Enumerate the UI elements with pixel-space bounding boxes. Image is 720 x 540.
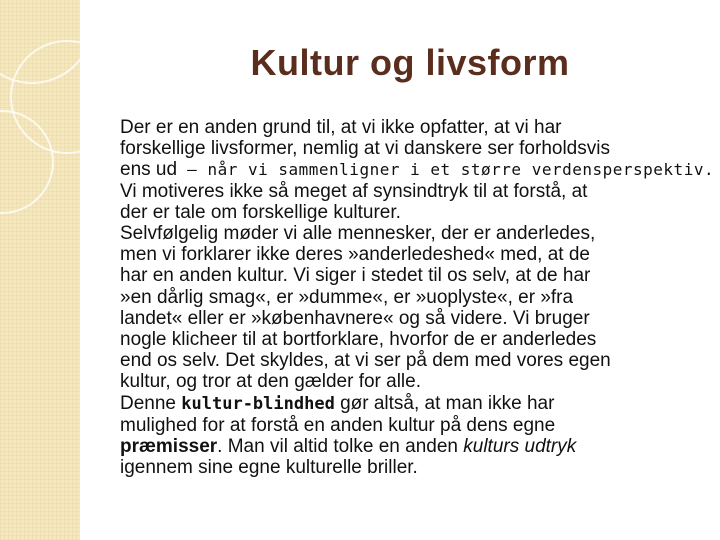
italic-phrase: kulturs udtryk (463, 436, 577, 458)
text-line: Vi motiveres ikke så meget af synsindtryk til at forstå, at (120, 180, 588, 202)
paragraph-1 (120, 117, 720, 223)
text-line: Der er en anden grund til, at vi ikke opfatter, at vi har (120, 117, 562, 138)
text-line: kultur, og tror at den gælder for alle. (120, 371, 421, 393)
text-line: mulighed for at forstå en anden kultur på dens egne (120, 414, 556, 436)
text-line: igennem sine egne kulturelle briller. (120, 457, 418, 479)
keyword-kultur-blindhed: kultur-blindhed (181, 393, 335, 414)
text-line: landet« eller er »københavnere« og så videre. Vi bruger (120, 307, 590, 329)
slide-title: Kultur og livsform (250, 42, 570, 83)
paragraph-2 (120, 223, 720, 393)
text-line: der er tale om forskellige kulturer. (120, 201, 401, 223)
text-fragment: . Man vil altid tolke en anden (217, 436, 464, 458)
text-line: end os selv. Det skyldes, at vi ser på dem med vores egen (120, 350, 611, 372)
text-line: Selvfølgelig møder vi alle mennesker, der er anderledes, (120, 223, 596, 245)
text-line: forskellige livsformer, nemlig at vi danskere ser forholdsvis (120, 138, 610, 160)
decorative-sidebar (0, 0, 80, 540)
keyword-praemisser: præmisser (120, 436, 218, 458)
text-line (120, 436, 576, 457)
text-line: »en dårlig smag«, er »dumme«, er »uoplyste«, er »fra (120, 286, 574, 308)
paragraph-3 (120, 393, 720, 479)
text-fragment: Denne (120, 392, 182, 414)
text-line (120, 159, 714, 180)
text-line (120, 393, 554, 414)
text-line-prefix: ens ud (120, 159, 178, 181)
text-fragment: gør altså, at man ikke har (334, 392, 555, 414)
text-line: men vi forklarer ikke deres »anderledeshed« med, at de (120, 244, 590, 266)
monospace-text: – når vi sammenligner i et større verdensperspektiv. (177, 160, 715, 180)
text-line: har en anden kultur. Vi siger i stedet til os selv, at de har (120, 265, 591, 287)
text-line: nogle klicheer til at bortforklare, hvorfor de er anderledes (120, 329, 597, 351)
slide-body (120, 117, 720, 478)
